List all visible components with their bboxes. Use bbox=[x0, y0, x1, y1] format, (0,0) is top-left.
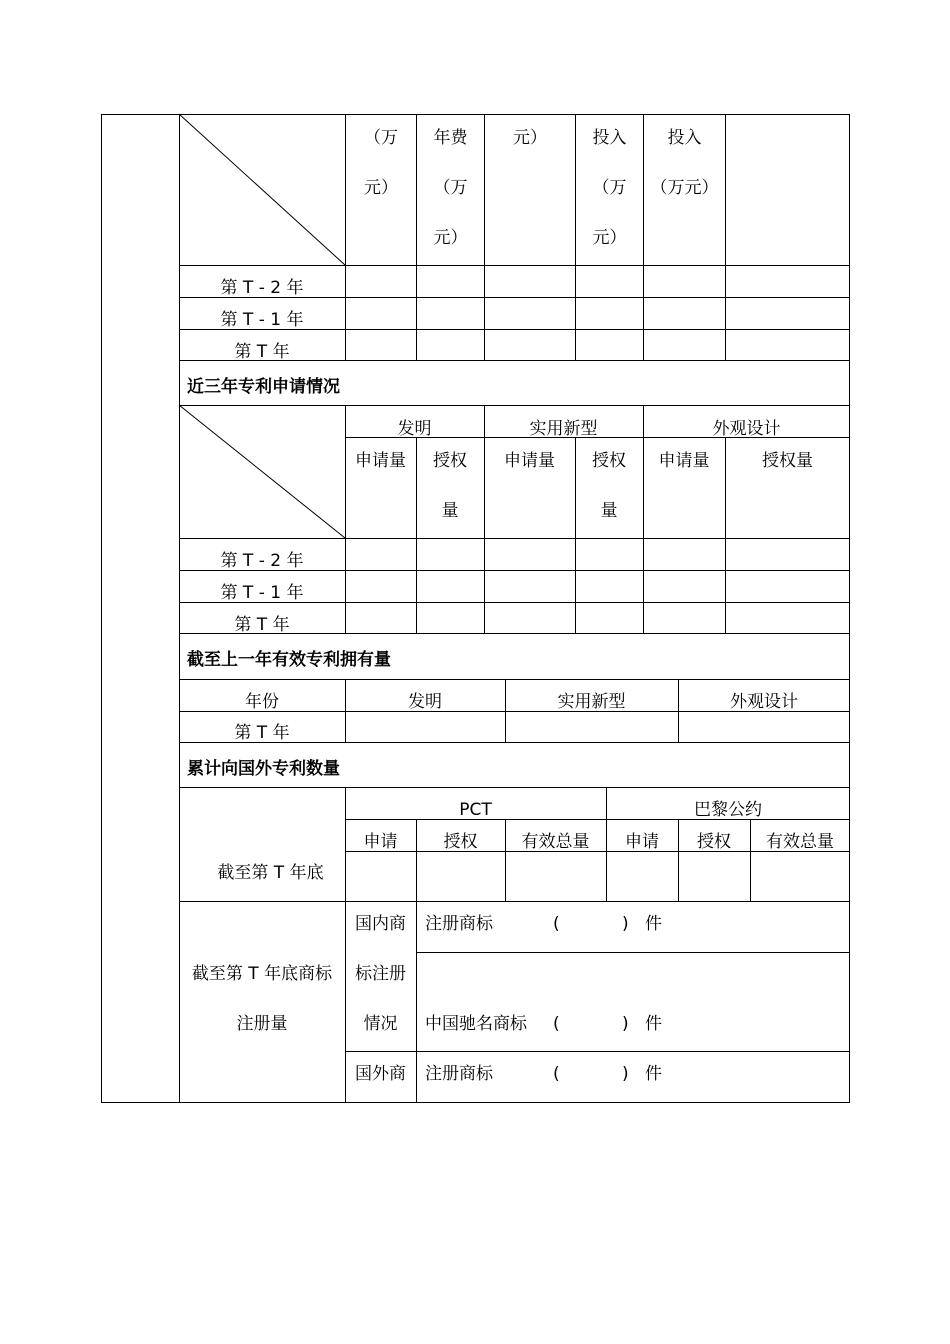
sub-header: 有效总量 bbox=[766, 832, 834, 852]
grid-line bbox=[345, 405, 346, 633]
sub-header: 授权 bbox=[697, 832, 731, 852]
year-label: 第 T - 2 年 bbox=[220, 551, 304, 571]
year-label: 第 T 年 bbox=[234, 615, 290, 635]
column-header: 年份 bbox=[245, 692, 279, 712]
trademark-name: 注册商标 bbox=[425, 914, 493, 934]
column-header: 外观设计 bbox=[730, 692, 798, 712]
foreign-trademark-label: 国外商 bbox=[355, 1064, 406, 1084]
sub-header: 有效总量 bbox=[521, 832, 590, 852]
group-header: 外观设计 bbox=[712, 419, 781, 439]
finance-header-col4: 投入 （万 元） bbox=[592, 128, 627, 248]
grid-line bbox=[179, 679, 850, 680]
year-label: 第 T - 1 年 bbox=[220, 310, 304, 330]
diagonal-header-cell bbox=[179, 405, 345, 538]
trademark-name: 中国驰名商标 bbox=[425, 1014, 527, 1034]
grid-line bbox=[643, 405, 644, 633]
unit-label: 件 bbox=[645, 914, 662, 934]
sub-header: 申请量 bbox=[355, 451, 406, 471]
close-paren: ) bbox=[622, 1014, 629, 1034]
year-label: 第 T - 1 年 bbox=[220, 583, 304, 603]
table-border-left bbox=[101, 114, 102, 1103]
diagonal-header-cell bbox=[179, 114, 345, 265]
sub-header: 申请量 bbox=[658, 451, 710, 471]
table-border-bottom bbox=[101, 1102, 850, 1103]
section-title: 截至上一年有效专利拥有量 bbox=[187, 650, 391, 670]
column-header: 发明 bbox=[408, 692, 442, 712]
column-header: 实用新型 bbox=[557, 692, 626, 712]
grid-line bbox=[345, 1051, 850, 1052]
sub-header: 申请 bbox=[625, 832, 659, 852]
grid-line bbox=[725, 114, 726, 360]
year-label: 第 T - 2 年 bbox=[220, 278, 304, 298]
year-label: 第 T 年 bbox=[234, 342, 290, 362]
group-header: 巴黎公约 bbox=[694, 800, 762, 820]
grid-line bbox=[416, 952, 850, 953]
trademark-label: 截至第 T 年底商标 注册量 bbox=[191, 964, 333, 1034]
sub-header: 授权 量 bbox=[592, 451, 626, 521]
grid-line bbox=[179, 538, 850, 539]
section-title: 近三年专利申请情况 bbox=[187, 377, 340, 397]
sub-header: 授权 bbox=[443, 832, 478, 852]
sub-header: 授权 量 bbox=[433, 451, 467, 521]
group-header: PCT bbox=[459, 800, 492, 820]
section-title: 累计向国外专利数量 bbox=[187, 759, 340, 779]
finance-header-col3: 元） bbox=[513, 128, 547, 148]
grid-line bbox=[179, 901, 850, 902]
open-paren: ( bbox=[553, 914, 560, 934]
sub-header: 授权量 bbox=[762, 451, 813, 471]
finance-header-col2: 年费 （万 元） bbox=[433, 128, 468, 248]
unit-label: 件 bbox=[645, 1064, 662, 1084]
grid-line bbox=[484, 114, 485, 360]
finance-header-col5: 投入 （万元） bbox=[650, 128, 719, 198]
group-header: 实用新型 bbox=[529, 419, 598, 439]
close-paren: ) bbox=[622, 1064, 629, 1084]
trademark-name: 注册商标 bbox=[425, 1064, 493, 1084]
open-paren: ( bbox=[553, 1064, 560, 1084]
grid-line bbox=[179, 265, 850, 266]
grid-line bbox=[484, 405, 485, 633]
grid-line bbox=[416, 901, 417, 1102]
grid-line bbox=[179, 787, 850, 788]
finance-header-col1: （万 元） bbox=[364, 128, 398, 198]
row-label: 截至第 T 年底 bbox=[217, 863, 324, 883]
sub-header: 申请 bbox=[363, 832, 398, 852]
domestic-trademark-label: 国内商 标注册 情况 bbox=[355, 914, 406, 1034]
open-paren: ( bbox=[553, 1014, 560, 1034]
table-border-right bbox=[849, 114, 850, 1103]
group-header: 发明 bbox=[397, 419, 432, 439]
unit-label: 件 bbox=[645, 1014, 662, 1034]
year-label: 第 T 年 bbox=[234, 723, 290, 743]
close-paren: ) bbox=[622, 914, 629, 934]
sub-header: 申请量 bbox=[504, 451, 555, 471]
